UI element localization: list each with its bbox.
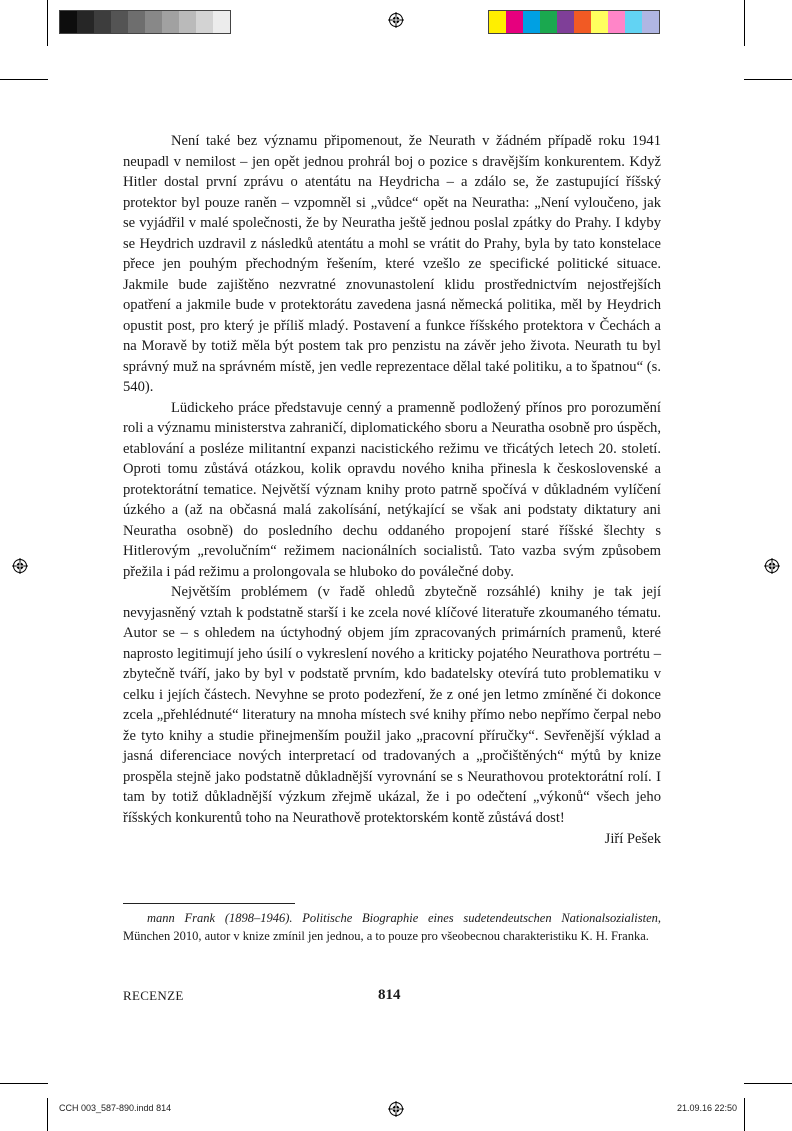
gray-swatch	[179, 11, 196, 33]
color-swatch	[591, 11, 608, 33]
color-swatch	[523, 11, 540, 33]
author-signature: Jiří Pešek	[604, 831, 661, 847]
footnote-rule	[123, 903, 295, 904]
crop-mark	[744, 0, 745, 46]
gray-color-bar	[59, 10, 231, 34]
color-swatch	[557, 11, 574, 33]
crop-mark	[744, 1083, 792, 1084]
color-swatch	[540, 11, 557, 33]
footnote-text: , München 2010, autor v knize zmínil jen jednou, a to pouze pro všeobecnou charakteristiku K. H. Franka.	[123, 911, 661, 943]
body-paragraph: Lüdickeho práce představuje cenný a pramenně podložený přínos pro porozumění roli a významu ministerstva zahraničí, diplomatického sboru a Neuratha osobně pro úspěch, etablování a posléze militantní expanzi nacistického režimu ve třicátých letech 20. století. Oproti tomu zůstává otázkou, kolik opravdu nového kniha přinesla k československé a protektorátní tematice. Největší význam knihy proto patrně spočívá v důkladném vylíčení úzkého a (až na občasná malá zakolísání, netýkající se však ani podstaty diktatury ani Neuratha osobně) do posledního dechu oddaného propojení staré říšské šlechty s Hitlerovým „revolučním“ režimem nacionálních socialistů. Tato vazba svým způsobem přežila i pád režimu a prolongovala se hluboko do poválečné doby.	[123, 399, 661, 580]
slug-timestamp: 21.09.16 22:50	[676, 1103, 737, 1113]
gray-swatch	[60, 11, 77, 33]
registration-target-icon	[388, 1101, 404, 1117]
color-swatch	[574, 11, 591, 33]
footnote-book-title: mann Frank (1898–1946). Politische Biographie eines sudetendeutschen Nationalsozialisten	[147, 911, 658, 925]
color-swatch	[608, 11, 625, 33]
crop-mark	[744, 1098, 745, 1131]
body-paragraph: Největším problémem (v řadě ohledů zbytečně rozsáhlé) knihy je tak její nevyjasněný vztah k podstatně starší i ke zcela nové klíčové literatuře zkoumaného tématu. Autor se – s ohledem na úctyhodný objem jím zpracovaných primárních pramenů, které naprosto legitimují jeho úsilí o vykreslení nového a kriticky pojatého Neurathova portrétu – zbytečně tváří, jako by byl v podstatě prvním, kdo badatelsky otevírá tuto problematiku v celku i jejích částech. Nevyhne se proto podezření, že z oné jen letmo zmíněné či dokonce zcela „přehlédnuté“ literatury na mnoha místech své knihy přímo nebo nepřímo čerpal nebo že tyto knihy a studie přinejmenším použil jako „pracovní příručky“. Sevřenější výklad a jasná diferenciace nových interpretací od tradovaných a „pročištěných“ mýtů by knize prospěla stejně jako podstatně důkladnější vyrovnání se s Neurathovou protektorátní rolí. I tam by totiž důkladnější výzkum zřejmě ukázal, že i po odečtení „výkonů“ všech jeho říšských konkurentů toho na Neurathově protektorském kontě zůstává dost!	[123, 584, 661, 826]
gray-swatch	[111, 11, 128, 33]
gray-swatch	[128, 11, 145, 33]
gray-swatch	[145, 11, 162, 33]
gray-swatch	[196, 11, 213, 33]
registration-target-icon	[764, 558, 780, 574]
color-swatch	[642, 11, 659, 33]
body-paragraph: Není také bez významu připomenout, že Neurath v žádném případě roku 1941 neupadl v nemilost – jen opět jednou prohrál boj o pozice s dravějším konkurentem. Když Hitler dostal první zprávu o atentátu na Heydricha – a zdálo se, že zastupující říšský protektor byl pouze raněn – vzpomněl si „vůdce“ opět na Neuratha: „Není vyloučeno, jak se vyjádřil v malé společnosti, že by Neuratha ještě jednou poslal zpátky do Prahy. I kdyby se Heydrich uzdravil z následků atentátu a mohl se vrátit do Prahy, byla by tato konstelace přece jen pouhým přechodným řešením, které vzešlo ze specifické politické situace. Jakmile bude zajištěno nezvratné znovunastolení klidu prostřednictvím nejostřejších opatření a jakmile bude v protektorátu zavedena jasná německá politika, měl by Heydrich opustit post, pro který je příliš mladý. Postavení a funkce říšského protektora v Čechách a na Moravě by totiž měla být postem tak pro penzistu na závěr jeho života. Neurath tu byl správný muž na správném místě, jen vedle reprezentace dělal také politiku, a to špatnou“ (s. 540).	[123, 133, 661, 395]
crop-mark	[744, 79, 792, 80]
color-swatch	[625, 11, 642, 33]
color-swatch	[489, 11, 506, 33]
gray-swatch	[77, 11, 94, 33]
process-color-bar	[488, 10, 660, 34]
review-body	[123, 131, 661, 850]
registration-target-icon	[388, 12, 404, 28]
section-label: RECENZE	[123, 988, 184, 1003]
color-swatch	[506, 11, 523, 33]
crop-mark	[0, 1083, 48, 1084]
page-number: 814	[378, 987, 401, 1003]
footnote	[123, 909, 661, 945]
gray-swatch	[94, 11, 111, 33]
crop-mark	[47, 0, 48, 46]
gray-swatch	[213, 11, 230, 33]
registration-target-icon	[12, 558, 28, 574]
gray-swatch	[162, 11, 179, 33]
crop-mark	[47, 1098, 48, 1131]
slug-file-info: CCH 003_587-890.indd 814	[59, 1103, 172, 1113]
crop-mark	[0, 79, 48, 80]
